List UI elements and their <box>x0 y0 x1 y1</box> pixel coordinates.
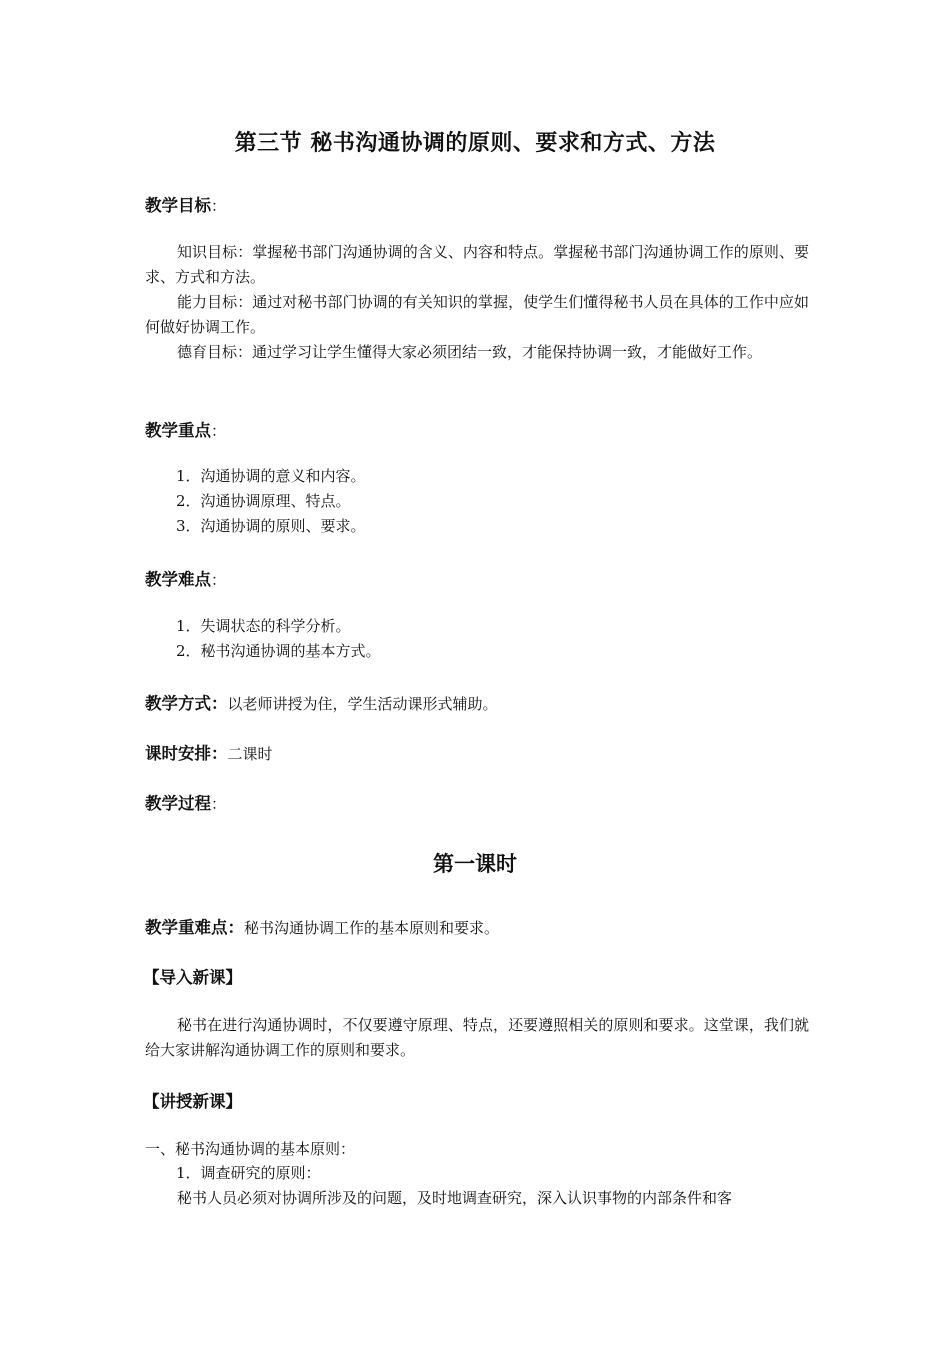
knowledge-objective: 知识目标：掌握秘书部门沟通协调的含义、内容和特点。掌握秘书部门沟通协调工作的原则、要求、方式和方法。 <box>145 243 809 286</box>
method-heading: 教学方式： <box>145 694 228 713</box>
key-point-item: 3．沟通协调的原则、要求。 <box>176 517 366 535</box>
principle-item: 1．调查研究的原则： <box>176 1164 321 1182</box>
key-points-heading-colon: ： <box>211 422 227 440</box>
intro-paragraph: 秘书在进行沟通协调时，不仅要遵守原理、特点，还要遵照相关的原则和要求。这堂课，我们就给大家讲解沟通协调工作的原则和要求。 <box>145 1016 809 1059</box>
objectives-heading-label: 教学目标 <box>145 196 211 215</box>
process-heading-label: 教学过程 <box>145 794 211 813</box>
difficulty-item: 2．秘书沟通协调的基本方式。 <box>176 642 381 660</box>
schedule-row <box>145 740 273 764</box>
moral-objective: 德育目标：通过学习让学生懂得大家必须团结一致，才能保持协调一致，才能做好工作。 <box>177 343 763 361</box>
objectives-heading <box>145 192 226 216</box>
key-points-heading-label: 教学重点 <box>145 421 211 440</box>
page-title: 第三节 秘书沟通协调的原则、要求和方式、方法 <box>234 131 716 156</box>
ability-objective: 能力目标：通过对秘书部门协调的有关知识的掌握，使学生们懂得秘书人员在具体的工作中应如何做好协调工作。 <box>145 293 809 336</box>
lesson-key-heading: 教学重难点： <box>145 918 244 937</box>
lesson-title: 第一课时 <box>433 852 517 876</box>
method-row <box>145 690 498 714</box>
key-point-item: 1．沟通协调的意义和内容。 <box>176 467 366 485</box>
objectives-heading-colon: ： <box>211 197 227 215</box>
method-text: 以老师讲授为住，学生活动课形式辅助。 <box>227 695 498 713</box>
process-heading <box>145 790 226 814</box>
difficulties-heading-label: 教学难点 <box>145 570 211 589</box>
difficulties-heading <box>145 566 226 590</box>
key-points-heading <box>145 417 226 441</box>
intro-heading: 【导入新课】 <box>143 968 242 987</box>
key-point-item: 2．沟通协调原理、特点。 <box>176 492 351 510</box>
section-heading: 一、秘书沟通协调的基本原则： <box>145 1140 356 1158</box>
difficulty-item: 1．失调状态的科学分析。 <box>176 617 351 635</box>
schedule-heading: 课时安排： <box>145 744 228 763</box>
difficulties-heading-colon: ： <box>211 571 227 589</box>
process-heading-colon: ： <box>211 795 227 813</box>
lesson-key-text: 秘书沟通协调工作的基本原则和要求。 <box>244 919 500 937</box>
new-lesson-heading: 【讲授新课】 <box>143 1092 242 1111</box>
principle-text: 秘书人员必须对协调所涉及的问题，及时地调查研究，深入认识事物的内部条件和客 <box>177 1189 733 1207</box>
schedule-text: 二课时 <box>227 745 273 763</box>
lesson-key-row <box>145 914 499 938</box>
